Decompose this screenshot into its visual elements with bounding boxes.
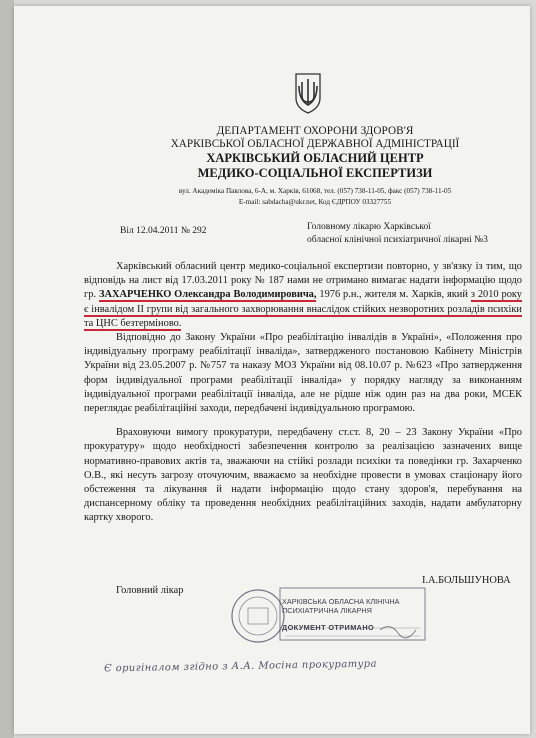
recipient-line-2: обласної клінічної психіатричної лікарні №3 (307, 235, 488, 245)
signature-position: Головний лікар (116, 585, 184, 596)
letterhead-administration: ХАРКІВСЬКОЇ ОБЛАСНОЇ ДЕРЖАВНОЇ АДМІНІСТРАЦІЇ (170, 138, 460, 150)
stamp-line-1: ХАРКІВСЬКА ОБЛАСНА КЛІНІЧНА (282, 597, 400, 606)
letterhead-expertise: МЕДИКО-СОЦІАЛЬНОЇ ЕКСПЕРТИЗИ (197, 166, 433, 180)
patient-name: ЗАХАРЧЕНКО Олександра Володимировича, (98, 289, 317, 301)
letterhead (150, 125, 480, 207)
disability-highlight: з 2010 року є інвалідом ІІ групи від загального захворювання внаслідок стійких незворотних розладів психіки та ЦНС безтерміново. (84, 289, 522, 329)
stamp-line-3: ДОКУМЕНТ ОТРИМАНО (282, 623, 375, 632)
recipient-block (307, 221, 507, 247)
letterhead-email: E-mail: sabdacha@ukr.net, Код ЄДРПОУ 03327755 (238, 198, 392, 206)
coat-of-arms-icon (293, 72, 323, 114)
paragraph-1-intro: Харківський обласний центр медико-соціальної експертизи повторно, у зв'язку із тим, що відповідь на лист від 17.03.2011 року № 187 нами не отримано вимагає надати інформацію щодо гр. (84, 261, 522, 301)
letterhead-address: вул. Академіка Павлова, 6-А, м. Харків, 61068, тел. (057) 738-11-05, факс (057) 738-11-05 (178, 187, 452, 195)
scan-edge (0, 0, 14, 738)
letterhead-department: ДЕПАРТАМЕНТ ОХОРОНИ ЗДОРОВ'Я (216, 125, 414, 137)
outgoing-number: Віл 12.04.2011 № 292 (120, 226, 207, 236)
stamp-text (282, 597, 399, 632)
signature-name: І.А.БОЛЬШУНОВА (422, 575, 511, 586)
letterhead-center: ХАРКІВСЬКИЙ ОБЛАСНИЙ ЦЕНТР (206, 151, 424, 165)
paragraph-1-middle: 1976 р.н., жителя м. Харків, який (316, 289, 471, 301)
recipient-line-1: Головному лікарю Харківської (307, 222, 431, 232)
stamp-line-2: ПСИХІАТРИЧНА ЛІКАРНЯ (282, 606, 372, 615)
paragraph-3: Враховуючи вимогу прокуратури, передбачену ст.ст. 8, 20 – 23 Закону України «Про прокуратуру» щодо необхідності забезпечення контролю за реалізацією зазначених вище нормативно-правових актів та, зважаючи на стійкі розлади психіки та поведінки гр. Захарченко О.В., які несуть загрозу оточуючим, вважаємо за необхідне провести в умовах стаціонару його обстеження та лікування й надати інформацію щодо стану здоров'я, перебування на диспансерному обліку та проведення необхідних реабілітаційних заходів, надати амбулаторну картку хворого. (84, 427, 522, 524)
paragraph-2: Відповідно до Закону України «Про реабілітацію інвалідів в Україні», «Положення про індивідуальну програму реабілітації інваліда», затвердженого постановою Кабінету Міністрів України від 23.05.2007 р. №757 та наказу МОЗ України від 08.10.07 р. №623 «Про затвердження форм індивідуальної програми реабілітації інваліда» у порядку нагляду за виконанням індивідуальної програми реабілітації інваліда, але не рідше ніж один раз на два роки, МСЕК переглядає реабілітаційні заходи, передбачені індивідуальною програмою. (84, 332, 522, 415)
paragraph-1 (84, 260, 522, 331)
letter-body (84, 260, 522, 526)
handwritten-note: Є оригіналом згідно з А.А. Мосіна прокуратура (103, 658, 378, 675)
